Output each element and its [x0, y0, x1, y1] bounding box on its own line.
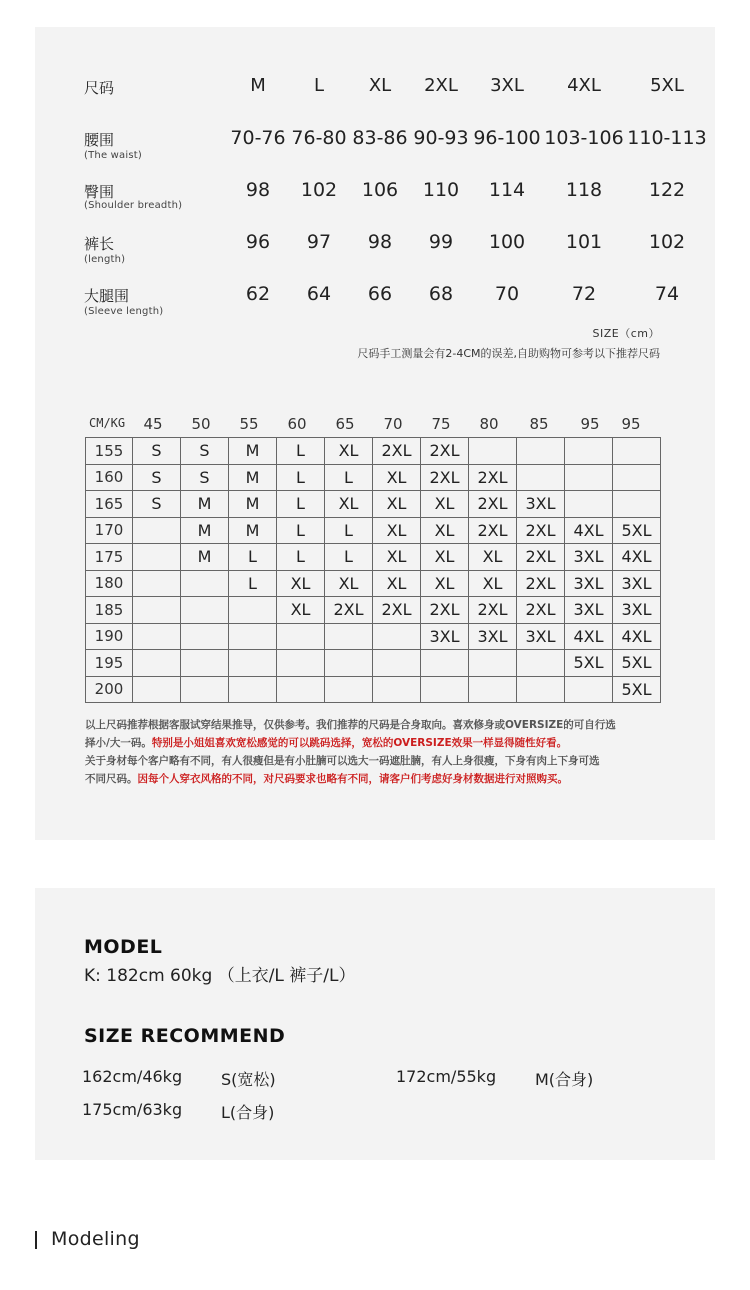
grid-size-cell: L — [325, 517, 373, 544]
grid-size-cell: M — [229, 438, 277, 465]
size-value: 99 — [428, 231, 454, 253]
grid-size-cell — [613, 464, 661, 491]
grid-size-cell — [565, 491, 613, 518]
size-value: 70-76 — [230, 127, 286, 149]
grid-size-cell: XL — [421, 544, 469, 571]
grid-height-cell: 180 — [86, 570, 133, 597]
grid-size-cell: L — [325, 544, 373, 571]
size-value: 74 — [654, 283, 680, 305]
recommend-size: S(宽松) — [221, 1070, 276, 1089]
size-value: 118 — [565, 179, 603, 201]
grid-size-cell: M — [229, 517, 277, 544]
grid-size-cell — [613, 438, 661, 465]
grid-size-cell: 5XL — [613, 650, 661, 677]
grid-size-cell — [229, 676, 277, 703]
grid-size-cell — [517, 438, 565, 465]
grid-size-cell: 3XL — [565, 544, 613, 571]
row-label: 臀围 — [84, 183, 115, 201]
size-value: 102 — [648, 231, 686, 253]
grid-size-cell — [373, 623, 421, 650]
size-value: 72 — [571, 283, 597, 305]
size-value: 110-113 — [627, 127, 707, 149]
grid-corner-label: CM/KG — [89, 416, 126, 430]
grid-size-cell — [181, 597, 229, 624]
size-notes — [85, 716, 675, 788]
grid-size-cell: XL — [325, 491, 373, 518]
size-header-l: L — [313, 75, 325, 96]
grid-size-cell: S — [181, 438, 229, 465]
grid-size-cell — [469, 676, 517, 703]
row-label: 腰围 — [84, 131, 115, 149]
note-highlight: 因每个人穿衣风格的不同，对尺码要求也略有不同，请客户们考虑好身材数据进行对照购买。 — [137, 773, 568, 785]
grid-size-cell: M — [181, 491, 229, 518]
grid-size-cell — [229, 597, 277, 624]
weight-header: 75 — [431, 415, 451, 433]
grid-size-cell: M — [181, 544, 229, 571]
note-line: 以上尺码推荐根据客服试穿结果推导，仅供参考。我们推荐的尺码是合身取向。喜欢修身或OVERSIZE的可自行选 — [85, 719, 616, 731]
size-value: 102 — [300, 179, 338, 201]
size-header-3xl: 3XL — [490, 75, 524, 96]
grid-size-cell: S — [181, 464, 229, 491]
grid-size-cell: 2XL — [469, 464, 517, 491]
weight-header: 50 — [191, 415, 211, 433]
size-value: 68 — [428, 283, 454, 305]
row-label: 大腿围 — [84, 287, 130, 305]
grid-size-cell — [181, 650, 229, 677]
row-sublabel: (Sleeve length) — [84, 306, 164, 317]
grid-row — [86, 544, 661, 571]
model-panel — [35, 888, 715, 1160]
grid-size-cell — [373, 676, 421, 703]
size-value: 106 — [361, 179, 399, 201]
grid-size-cell: 5XL — [613, 676, 661, 703]
grid-size-cell — [133, 650, 181, 677]
grid-size-cell: 3XL — [421, 623, 469, 650]
grid-size-cell: 4XL — [613, 623, 661, 650]
note-highlight: 特别是小姐姐喜欢宽松感觉的可以跳码选择，宽松的OVERSIZE效果一样显得随性好看。 — [151, 737, 568, 749]
grid-size-cell: 3XL — [565, 570, 613, 597]
size-value: 98 — [367, 231, 393, 253]
grid-size-cell: L — [325, 464, 373, 491]
grid-size-cell: L — [277, 438, 325, 465]
grid-size-cell — [325, 650, 373, 677]
grid-size-cell — [613, 491, 661, 518]
grid-row — [86, 491, 661, 518]
size-value: 110 — [422, 179, 460, 201]
grid-row — [86, 650, 661, 677]
section-title: Modeling — [51, 1228, 140, 1250]
note-text: 不同尺码。 — [85, 773, 138, 785]
size-value: 100 — [488, 231, 526, 253]
grid-size-cell — [565, 438, 613, 465]
size-value: 98 — [245, 179, 271, 201]
size-measure-note: 尺码手工测量会有2-4CM的误差,自助购物可参考以下推荐尺码 — [357, 347, 660, 360]
grid-height-cell: 155 — [86, 438, 133, 465]
grid-size-cell: 3XL — [517, 491, 565, 518]
size-value: 101 — [565, 231, 603, 253]
grid-size-cell — [181, 676, 229, 703]
grid-size-cell — [133, 544, 181, 571]
size-value: 96 — [245, 231, 271, 253]
grid-size-cell: S — [133, 464, 181, 491]
grid-size-cell — [517, 650, 565, 677]
grid-height-cell: 200 — [86, 676, 133, 703]
weight-header: 65 — [335, 415, 355, 433]
grid-size-cell: 2XL — [517, 517, 565, 544]
weight-header: 95 — [580, 415, 600, 433]
grid-size-cell: 2XL — [373, 597, 421, 624]
grid-size-cell — [277, 650, 325, 677]
size-value: 66 — [367, 283, 393, 305]
grid-size-cell — [277, 676, 325, 703]
grid-row — [86, 570, 661, 597]
size-header-4xl: 4XL — [567, 75, 601, 96]
row-sublabel: (length) — [84, 254, 126, 265]
grid-size-cell: 2XL — [469, 597, 517, 624]
grid-size-cell — [133, 517, 181, 544]
row-label: 裤长 — [84, 235, 115, 253]
size-chart-panel — [35, 27, 715, 840]
grid-size-cell: L — [229, 544, 277, 571]
grid-size-cell: XL — [277, 570, 325, 597]
grid-size-cell: L — [277, 544, 325, 571]
section-marker-bar — [35, 1231, 37, 1249]
grid-size-cell — [565, 676, 613, 703]
grid-size-cell: XL — [421, 491, 469, 518]
size-header-m: M — [250, 75, 266, 96]
grid-size-cell: L — [277, 491, 325, 518]
size-recommend-grid — [85, 437, 661, 703]
weight-header: 45 — [143, 415, 163, 433]
grid-size-cell: L — [277, 517, 325, 544]
grid-size-cell: XL — [373, 491, 421, 518]
weight-header: 80 — [479, 415, 499, 433]
grid-size-cell: 2XL — [421, 597, 469, 624]
size-header-2xl: 2XL — [424, 75, 458, 96]
size-header-label: 尺码 — [84, 79, 115, 97]
grid-size-cell — [469, 438, 517, 465]
grid-size-cell: 2XL — [517, 597, 565, 624]
grid-size-cell: 3XL — [565, 597, 613, 624]
grid-size-cell — [325, 676, 373, 703]
grid-size-cell: XL — [277, 597, 325, 624]
grid-size-cell: XL — [373, 570, 421, 597]
grid-size-cell: 5XL — [613, 517, 661, 544]
grid-row — [86, 597, 661, 624]
grid-size-cell: 4XL — [565, 623, 613, 650]
grid-size-cell: 5XL — [565, 650, 613, 677]
grid-size-cell: 2XL — [373, 438, 421, 465]
size-value: 64 — [306, 283, 332, 305]
grid-size-cell — [469, 650, 517, 677]
recommend-size: L(合身) — [221, 1103, 275, 1122]
grid-height-cell: 190 — [86, 623, 133, 650]
grid-size-cell: XL — [421, 517, 469, 544]
weight-header: 70 — [383, 415, 403, 433]
grid-size-cell: 2XL — [421, 438, 469, 465]
grid-size-cell: L — [229, 570, 277, 597]
grid-size-cell: XL — [325, 570, 373, 597]
grid-size-cell: XL — [469, 544, 517, 571]
grid-size-cell — [517, 676, 565, 703]
grid-size-cell: S — [133, 438, 181, 465]
grid-size-cell: 2XL — [517, 570, 565, 597]
grid-size-cell: XL — [421, 570, 469, 597]
size-value: 122 — [648, 179, 686, 201]
grid-height-cell: 195 — [86, 650, 133, 677]
grid-size-cell — [229, 623, 277, 650]
grid-height-cell: 160 — [86, 464, 133, 491]
weight-header: 60 — [287, 415, 307, 433]
model-info: K: 182cm 60kg （上衣/L 裤子/L） — [84, 966, 356, 986]
recommend-size: M(合身) — [535, 1070, 594, 1089]
grid-size-cell: 3XL — [469, 623, 517, 650]
grid-size-cell: 2XL — [517, 544, 565, 571]
grid-size-cell: XL — [469, 570, 517, 597]
grid-size-cell — [181, 623, 229, 650]
grid-size-cell — [421, 650, 469, 677]
grid-size-cell: M — [181, 517, 229, 544]
size-value: 103-106 — [544, 127, 624, 149]
grid-height-cell: 175 — [86, 544, 133, 571]
grid-size-cell: XL — [373, 544, 421, 571]
recommend-measure: 175cm/63kg — [82, 1100, 183, 1119]
recommend-measure: 172cm/55kg — [396, 1067, 497, 1086]
size-unit-label: SIZE（cm） — [592, 327, 660, 340]
size-value: 83-86 — [352, 127, 408, 149]
size-value: 70 — [494, 283, 520, 305]
grid-size-cell — [325, 623, 373, 650]
grid-size-cell: 4XL — [565, 517, 613, 544]
grid-row — [86, 464, 661, 491]
grid-size-cell — [277, 623, 325, 650]
grid-size-cell: 2XL — [325, 597, 373, 624]
grid-size-cell: L — [277, 464, 325, 491]
grid-size-cell — [421, 676, 469, 703]
size-value: 62 — [245, 283, 271, 305]
grid-size-cell — [229, 650, 277, 677]
recommend-measure: 162cm/46kg — [82, 1067, 183, 1086]
grid-size-cell: M — [229, 464, 277, 491]
grid-row — [86, 517, 661, 544]
row-sublabel: (The waist) — [84, 150, 142, 161]
grid-height-cell: 185 — [86, 597, 133, 624]
grid-size-cell: 2XL — [469, 491, 517, 518]
model-title: MODEL — [84, 936, 163, 958]
grid-size-cell — [373, 650, 421, 677]
grid-size-cell: 3XL — [517, 623, 565, 650]
grid-height-cell: 170 — [86, 517, 133, 544]
weight-header: 55 — [239, 415, 259, 433]
grid-row — [86, 623, 661, 650]
weight-header: 85 — [529, 415, 549, 433]
size-header-xl: XL — [368, 75, 392, 96]
size-value: 76-80 — [291, 127, 347, 149]
grid-row — [86, 438, 661, 465]
note-line: 关于身材每个客户略有不同，有人很瘦但是有小肚腩可以选大一码遮肚腩，有人上身很瘦，下身有肉上下身可选 — [85, 755, 600, 767]
grid-height-cell: 165 — [86, 491, 133, 518]
weight-header: 95 — [621, 415, 641, 433]
row-sublabel: (Shoulder breadth) — [84, 200, 183, 211]
grid-size-cell — [181, 570, 229, 597]
note-text: 择小/大一码。 — [85, 737, 152, 749]
size-recommend-title: SIZE RECOMMEND — [84, 1025, 286, 1047]
grid-size-cell: S — [133, 491, 181, 518]
grid-size-cell: XL — [373, 464, 421, 491]
grid-size-cell: 2XL — [469, 517, 517, 544]
grid-size-cell — [565, 464, 613, 491]
size-value: 114 — [488, 179, 526, 201]
grid-size-cell — [133, 623, 181, 650]
note-line — [85, 770, 675, 788]
grid-size-cell: 4XL — [613, 544, 661, 571]
grid-size-cell: 3XL — [613, 597, 661, 624]
grid-size-cell: 3XL — [613, 570, 661, 597]
size-header-5xl: 5XL — [650, 75, 684, 96]
grid-row — [86, 676, 661, 703]
grid-size-cell: 2XL — [421, 464, 469, 491]
grid-size-cell: M — [229, 491, 277, 518]
grid-size-cell: XL — [373, 517, 421, 544]
grid-size-cell — [133, 570, 181, 597]
size-value: 97 — [306, 231, 332, 253]
grid-size-cell — [133, 597, 181, 624]
grid-size-cell — [517, 464, 565, 491]
grid-size-cell — [133, 676, 181, 703]
grid-size-cell: XL — [325, 438, 373, 465]
size-value: 96-100 — [473, 127, 541, 149]
size-value: 90-93 — [413, 127, 469, 149]
note-line — [85, 734, 675, 752]
